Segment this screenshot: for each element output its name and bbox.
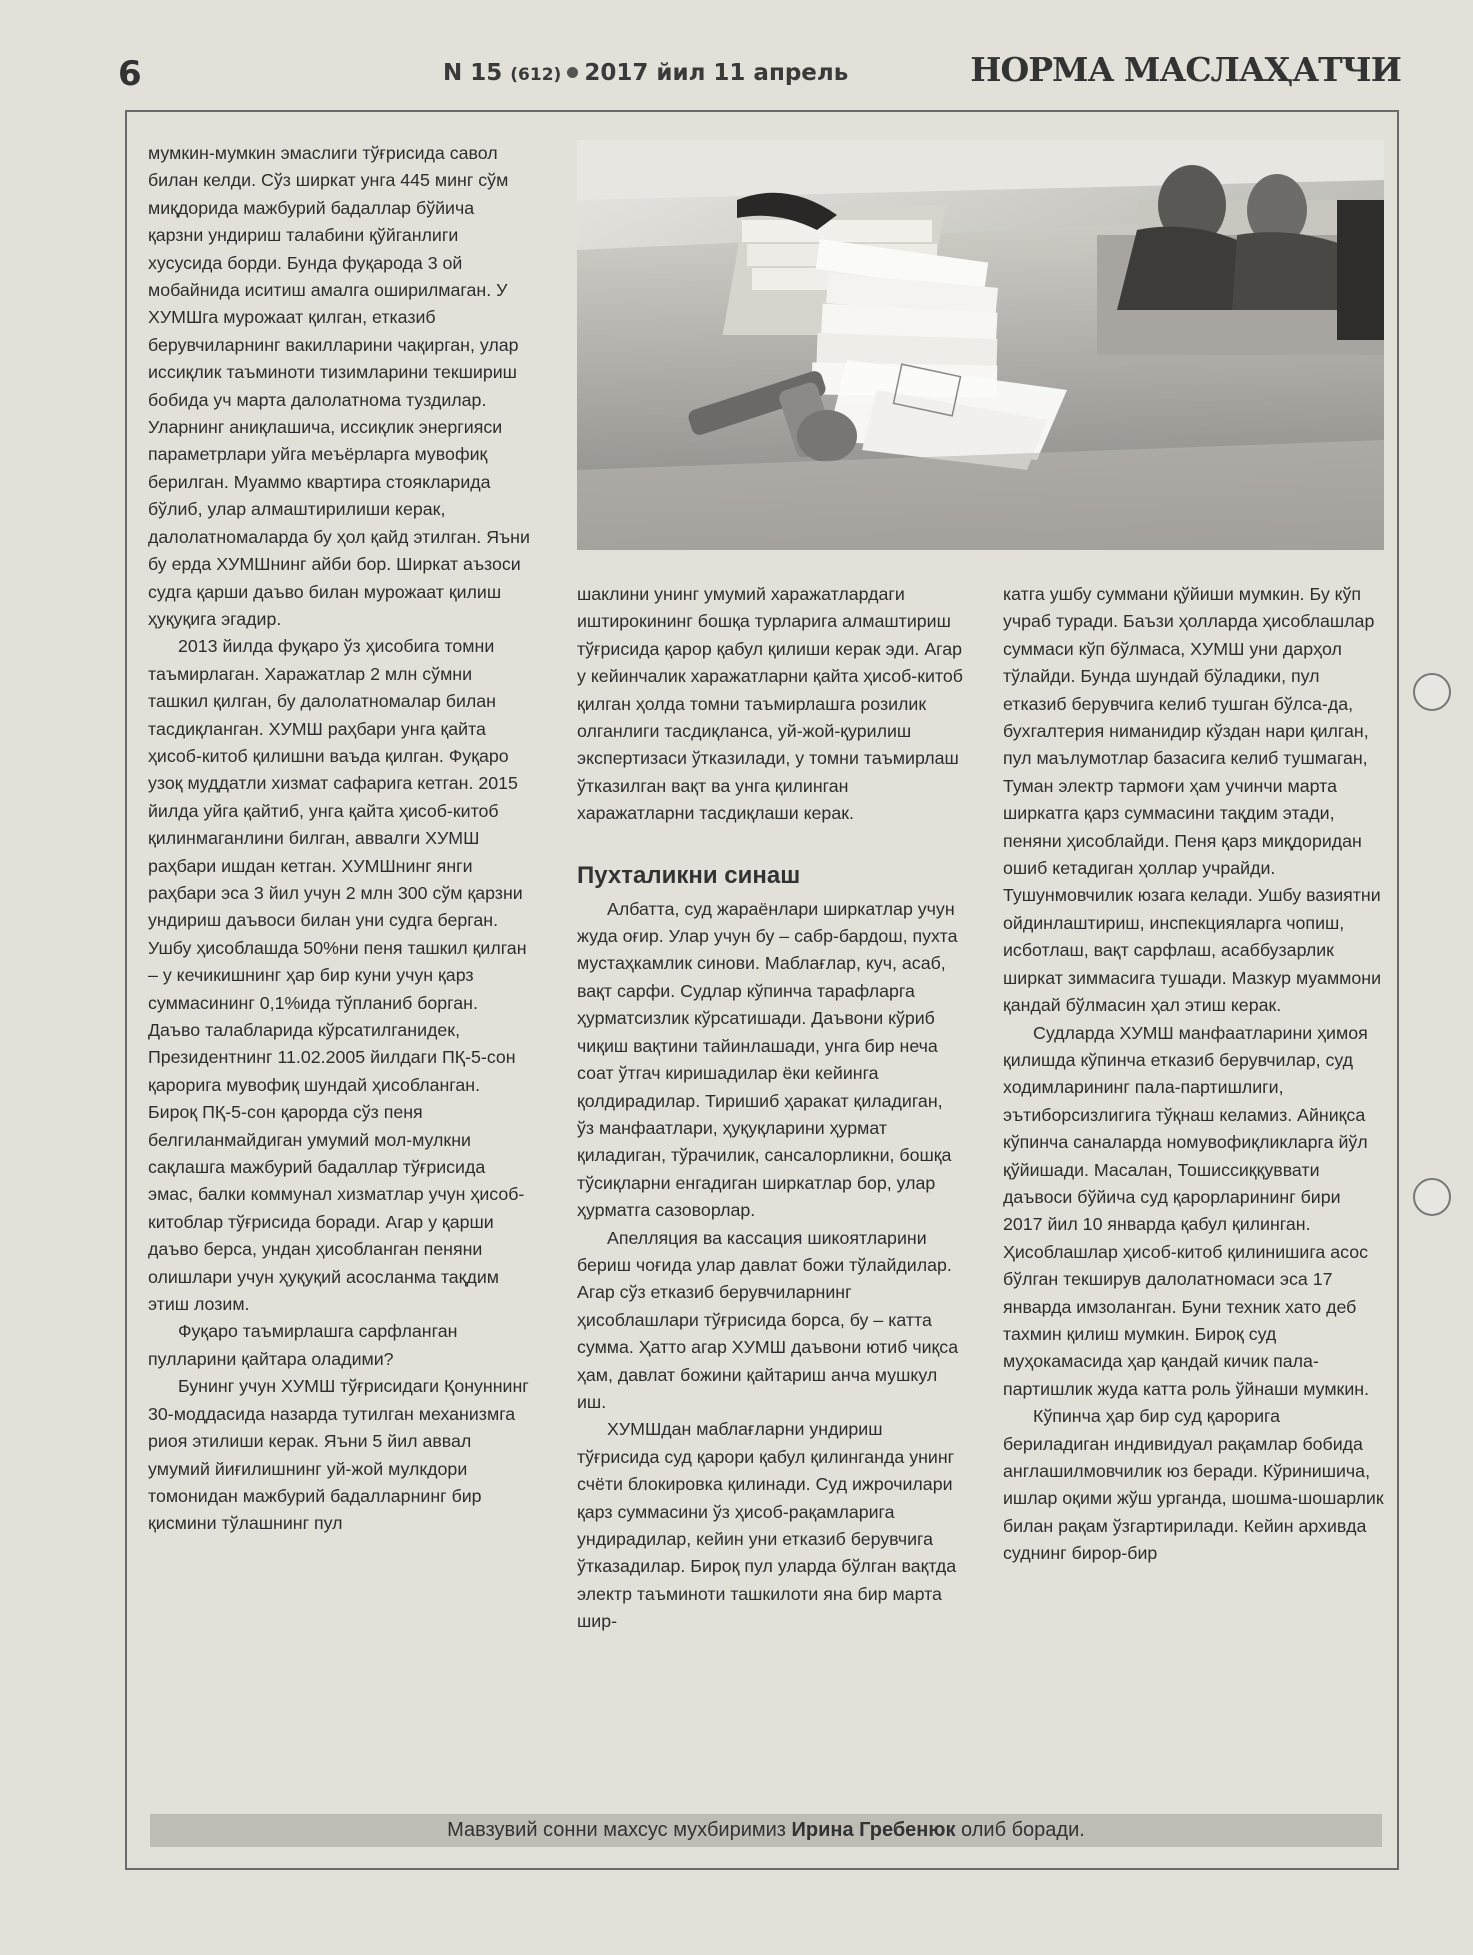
footer-credit: [150, 1814, 1382, 1847]
paragraph: Апелляция ва кассация шикоятларини бериш чоғида улар давлат божи тўлайдилар. Агар сўз етказиб берувчиларнинг ҳисоблашлари тўғрисида борса, бу – катта сумма. Ҳатто агар ХУМШ даъвони ютиб чиқса ҳам, давлат божини қайтариш анча мушкул иш.: [577, 1227, 959, 1412]
issue-info: [443, 60, 848, 86]
courtroom-photo-icon: [577, 140, 1384, 550]
paragraph: Бунинг учун ХУМШ тўғрисидаги Қонуннинг 30-моддасида назарда тутилган механизмга риоя этилиши керак. Яъни 5 йил аввал умумий йиғилишнинг уй-жой мулкдори томонидан мажбурий бадалларнинг бир қисмини тўлашнинг пул: [148, 1376, 529, 1534]
paragraph: мумкин-мумкин эмаслиги тўғрисида савол билан келди. Сўз ширкат унга 445 минг сўм миқдорида мажбурий бадаллар бўйича қарзни ундириш талабини қўйганлиги хусусида борди. Бунда фуқарода 3 ой мобайнида иситиш амалга оширилмаган. У ХУМШга мурожаат қилган, етказиб берувчиларнинг вакилларини чақирган, улар иссиқлик таъминоти тизимларини текшириш бобида уч марта далолатнома туздилар. Уларнинг аниқлашича, иссиқлик энергияси параметрлари уйга меъёрларга мувофиқ берилган. Муаммо квартира стоякларида бўлиб, улар алмаштирилиши керак, далолатномаларда бу ҳол қайд этилган. Яъни бу ерда ХУМШнинг айби бор. Ширкат аъзоси судга қарши даъво билан мурожаат қилиш ҳуқуқига эгадир.: [148, 143, 530, 629]
paragraph: Кўпинча ҳар бир суд қарорига бериладиган индивидуал рақамлар бобида англашилмовчилик юз беради. Кўринишича, ишлар оқими жўш урганда, шошма-шошарлик билан рақам ўзгартирилади. Кейин архивда суднинг бирор-бир: [1003, 1406, 1384, 1564]
issue-date: 2017 йил 11 апрель: [584, 60, 849, 86]
paragraph: Судларда ХУМШ манфаатларини ҳимоя қилишда кўпинча етказиб берувчилар, суд ходимларининг пала-партишлиги, эътиборсизлигига тўқнаш келамиз. Айниқса кўпинча саналарда номувофиқликларга йўл қўйишади. Масалан, Тошиссиққуввати даъвоси бўйича суд қарорларининг бири 2017 йил 10 январда қабул қилинган. Ҳисоблашлар ҳисоб-китоб қилинишига асос бўлган текширув далолатномаси эса 17 январда имзоланган. Буни техник хато деб тахмин қилиш мумкин. Бироқ суд муҳокамасида ҳар қандай кичик пала-партишлик жуда катта роль ўйнаши мумкин.: [1003, 1022, 1370, 1399]
footer-text-before: Мавзувий сонни махсус мухбиримиз: [447, 1819, 792, 1841]
page-header: [118, 50, 1403, 100]
article-column-1: [148, 140, 531, 1538]
footer-text-after: олиб боради.: [955, 1819, 1085, 1841]
article-column-3: [1003, 581, 1384, 1568]
bullet-icon: [567, 67, 578, 78]
issue-subnumber: (612): [510, 65, 562, 85]
page-number: 6: [118, 54, 142, 94]
paragraph: ХУМШдан маблағларни ундириш тўғрисида суд қарори қабул қилинганда унинг счёти блокировка қилинади. Суд ижрочилари қарз суммасини ўз ҳисоб-рақамларига ундирадилар, кейин уни етказиб берувчига ўтказадилар. Бироқ пул уларда бўлган вақтда электр таъминоти ташкилоти яна бир марта шир-: [577, 1419, 957, 1632]
paragraph: 2013 йилда фуқаро ўз ҳисобига томни таъмирлаган. Харажатлар 2 млн сўмни ташкил қилган, бу далолатномалар билан тасдиқланган. ХУМШ раҳбари унга қайта ҳисоб-китоб қилишни ваъда қилган. Фуқаро узоқ муддатли хизмат сафарига кетган. 2015 йилда уйга қайтиб, унга қайта ҳисоб-китоб қилинмаганлини билган, аввалги ХУМШ раҳбари ишдан кетган. ХУМШнинг янги раҳбари эса 3 йил учун 2 млн 300 сўм қарзни ундириш даъвоси билан уни судга берган. Ушбу ҳисоблашда 50%ни пеня ташкил қилган – у кечикишнинг ҳар бир куни учун қарз суммасининг 0,1%ида тўпланиб борган. Даъво талабларида кўрсатилганидек, Президентнинг 11.02.2005 йилдаги ПҚ-5-сон қарорига мувофиқ шундай ҳисобланган. Бироқ ПҚ-5-сон қарорда сўз пеня белгиланмайдиган умумий мол-мулкни сақлашга мажбурий бадаллар тўғрисида эмас, балки коммунал хизматлар учун ҳисоб-китоблар тўғрисида боради. Агар у қарши даъво берса, ундан ҳисобланган пеняни олишлари учун ҳуқуқий асосланма тақдим этиш лозим.: [148, 636, 527, 1315]
paragraph: Албатта, суд жараёнлари ширкатлар учун жуда оғир. Улар учун бу – сабр-бардош, пухта мустаҳкамлик синови. Маблағлар, куч, асаб, вақт сарфи. Судлар кўпинча тарафларга ҳурматсизлик кўрсатишади. Даъвони кўриб чиқиш вақтини тайинлашади, унга бир неча соат ўтгач киришадилар ёки кейинга қолдирадилар. Тиришиб ҳаракат қиладиган, ўз манфаатлари, ҳуқуқларини ҳурмат қиладиган, тўрачилик, сансалорликни, бошқа тўсиқларни енгадиган ширкатлар бор, улар ҳурматга сазоворлар.: [577, 898, 958, 1221]
footer-author: Ирина Гребенюк: [791, 1819, 956, 1841]
issue-number: N 15: [443, 60, 503, 86]
publication-title: НОРМА МАСЛАҲАТЧИ: [970, 50, 1401, 89]
courtroom-photo: [577, 140, 1384, 550]
paragraph: шаклини унинг умумий харажатлардаги иштирокининг бошқа турларига алмаштириш тўғрисида қарор қабул қилиши керак эди. Агар у кейинчалик харажатларни қайта ҳисоб-китоб қилган ҳолда томни таъмирлашга розилик олганлиги тасдиқланса, уй-жой-қурилиш экспертизаси ўтказилади, у томни таъмирлаш ўтказилган вақт ва унга қилинган харажатларни тасдиқлаши керак.: [577, 584, 963, 824]
binder-hole-icon: [1413, 1178, 1451, 1216]
section-heading: Пухталикни синаш: [577, 861, 801, 889]
paragraph: Фуқаро таъмирлашга сарфланган пулларини қайтара оладими?: [148, 1321, 458, 1369]
article-column-2: [577, 581, 963, 1636]
paragraph: катга ушбу суммани қўйиши мумкин. Бу кўп учраб туради. Баъзи ҳолларда ҳисоблашлар суммаси кўп бўлмаса, ХУМШ уни дарҳол тўлайди. Бунда шундай бўладики, пул етказиб берувчига келиб тушган бўлса-да, бухгалтерия ниманидир кўздан нари қилган, пул маълумотлар базасига келиб тушмаган, Туман электр тармоғи ҳам учинчи марта ширкатга қарз суммасини тақдим этади, пеняни ҳисоблайди. Пеня қарз миқдоридан ошиб кетадиган ҳоллар учрайди. Тушунмовчилик юзага келади. Ушбу вазиятни ойдинлаштириш, инспекцияларга чопиш, исботлаш, вақт сарфлаш, асаббузарлик ширкат зиммасига тушади. Мазкур муаммони қандай бўлмасин ҳал этиш керак.: [1003, 584, 1382, 1016]
binder-hole-icon: [1413, 673, 1451, 711]
